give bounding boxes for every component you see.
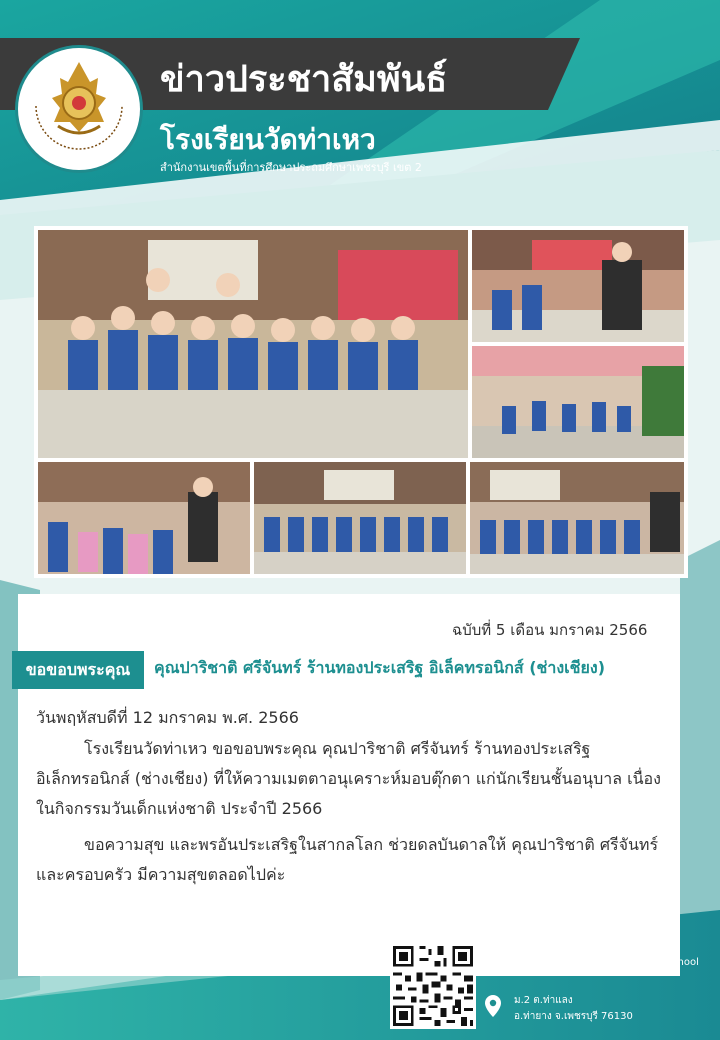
donor-name: คุณปาริชาติ ศรีจันทร์ ร้านทองประเสริฐ อิเล็คทรอนิกส์ (ช่างเชียง) — [154, 658, 606, 677]
photo-collage — [34, 226, 688, 578]
photo-bottom-right — [470, 462, 684, 574]
address-line-2: อ.ท่ายาง จ.เพชรบุรี 76130 — [514, 1011, 633, 1022]
paragraph-1-text: โรงเรียนวัดท่าเหว ขอขอบพระคุณ คุณปาริชาติ ศรีจันทร์ ร้านทองประเสริฐ อิเล็กทรอนิกส์ (ช่างเชียง) ที่ให้ความเมตตาอนุเคราะห์มอบตุ๊กตา แก่นักเรียนชั้นอนุบาล เนื่องในกิจกรรมวันเด็กแห่งชาติ ประจำปี 2566 — [36, 739, 661, 818]
location-pin-icon — [484, 994, 502, 1018]
education-office: สำนักงานเขตพื้นที่การศึกษาประถมศึกษาเพชรบุรี เขต 2 — [160, 161, 422, 174]
photo-top-right — [472, 230, 684, 342]
facebook-page-name[interactable]: โรงเรียนวัดท่าเหว WAT Tha Hew School — [514, 957, 699, 968]
paragraph-2-text: ขอความสุข และพรอันประเสริฐในสากลโลก ช่วยดลบันดาลให้ คุณปาริชาติ ศรีจันทร์ และครอบครัว มีความสุขตลอดไปค่ะ — [36, 835, 659, 884]
article-paragraph-2 — [36, 830, 676, 890]
photo-mid-right — [472, 346, 684, 458]
article-date: วันพฤหัสบดีที่ 12 มกราคม พ.ศ. 2566 — [36, 708, 299, 727]
article-paragraph-1 — [36, 734, 676, 824]
address-line-1: ม.2 ต.ท่าแลง — [514, 995, 573, 1006]
issue-number: ฉบับที่ 5 เดือน มกราคม 2566 — [452, 621, 648, 639]
school-name: โรงเรียนวัดท่าเหว — [160, 123, 376, 156]
school-emblem-icon — [18, 48, 140, 170]
facebook-icon: f — [485, 948, 497, 978]
thanks-label: ขอขอบพระคุณ — [12, 651, 144, 689]
qr-code[interactable] — [390, 943, 476, 1029]
school-logo — [18, 48, 140, 170]
photo-main — [38, 230, 468, 458]
photo-bottom-left — [38, 462, 250, 574]
photo-bottom-center — [254, 462, 466, 574]
page-title: ข่าวประชาสัมพันธ์ — [160, 59, 448, 100]
